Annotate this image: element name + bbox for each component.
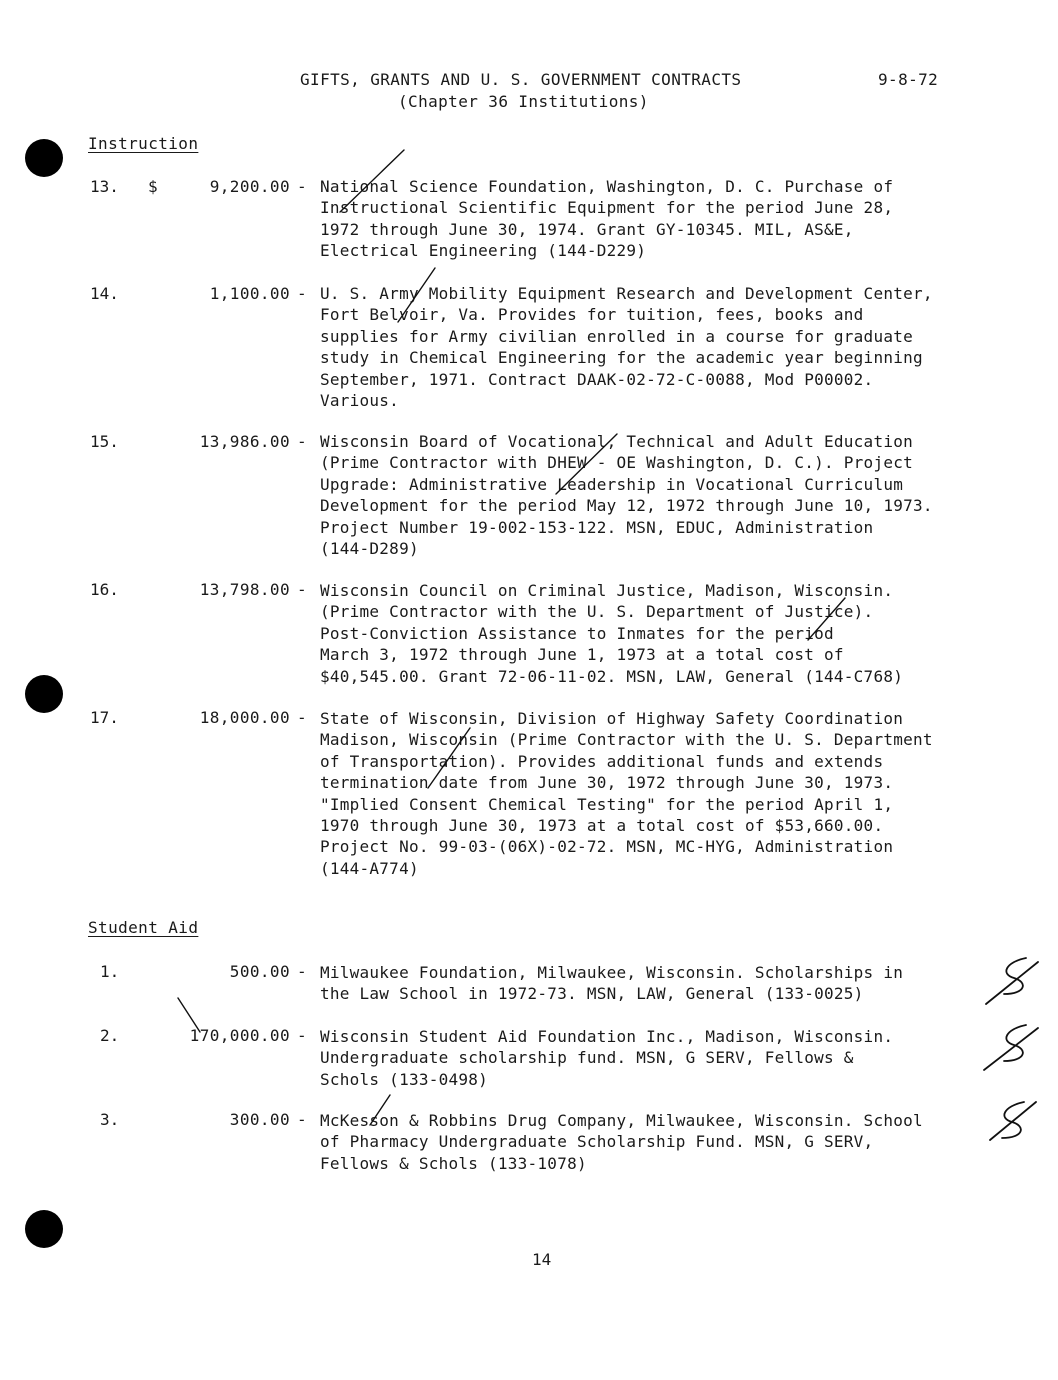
entry-amount: 1,100.00 <box>209 284 290 303</box>
entry-amount: 300.00 <box>229 1110 290 1129</box>
entry-number: 16. <box>90 580 119 599</box>
entry-dash: - <box>297 284 307 303</box>
section-heading-instruction: Instruction <box>88 134 199 153</box>
entry-description: U. S. Army Mobility Equipment Research and Development Center, Fort Belvoir, Va. Provides for tuition, fees, books and supplies for Army civilian enrolled in a course for graduate study in Chemical Engineering for the academic year beginning September, 1971. Contract DAAK-02-72-C-0088, Mod P00002. Various. <box>320 284 933 411</box>
entry-currency: $ <box>148 177 158 196</box>
punch-hole-bottom <box>25 1210 63 1248</box>
entry-description: National Science Foundation, Washington, D. C. Purchase of Instructional Scientific Equipment for the period June 28, 1972 through June 30, 1974. Grant GY-10345. MIL, AS&E, Electrical Engineering (144-D229) <box>320 177 894 261</box>
entry-dash: - <box>297 580 307 599</box>
entry-dash: - <box>297 1110 307 1129</box>
entry-description: State of Wisconsin, Division of Highway Safety Coordination Madison, Wisconsin (Prime Contractor with the U. S. Department of Transportation). Provides additional funds and extends termination date from June 30, 1972 through June 30, 1973. "Implied Consent Chemical Testing" for the period April 1, 1970 through June 30, 1973 at a total cost of $53,660.00. Project No. 99-03-(06X)-02-72. MSN, MC-HYG, Administration (144-A774) <box>320 709 933 878</box>
entry-number: 3. <box>100 1110 120 1129</box>
document-subtitle: (Chapter 36 Institutions) <box>398 92 649 111</box>
entry-description: McKesson & Robbins Drug Company, Milwaukee, Wisconsin. School of Pharmacy Undergraduate Scholarship Fund. MSN, G SERV, Fellows & Schols (133-1078) <box>320 1111 923 1173</box>
initial-mark-sa3 <box>990 1102 1036 1140</box>
initial-mark-sa2 <box>984 1025 1038 1070</box>
page-number: 14 <box>532 1250 552 1269</box>
entry-description: Wisconsin Board of Vocational, Technical and Adult Education (Prime Contractor with DHEW - OE Washington, D. C.). Project Upgrade: Administrative Leadership in Vocational Curriculum Development for the period May 12, 1972 through June 10, 1973. Project Number 19-002-153-122. MSN, EDUC, Administration (144-D289) <box>320 432 933 559</box>
entry-amount: 500.00 <box>229 962 290 981</box>
entry-amount: 170,000.00 <box>189 1026 290 1045</box>
entry-dash: - <box>297 177 307 196</box>
entry-dash: - <box>297 962 307 981</box>
entry-number: 1. <box>100 962 120 981</box>
entry-number: 14. <box>90 284 119 303</box>
entry-number: 13. <box>90 177 119 196</box>
entry-description: Wisconsin Student Aid Foundation Inc., Madison, Wisconsin. Undergraduate scholarship fund. MSN, G SERV, Fellows & Schols (133-0498) <box>320 1027 894 1089</box>
entry-amount: 9,200.00 <box>209 177 290 196</box>
entry-dash: - <box>297 432 307 451</box>
entry-dash: - <box>297 708 307 727</box>
entry-amount: 18,000.00 <box>199 708 290 727</box>
entry-number: 2. <box>100 1026 120 1045</box>
entry-amount: 13,798.00 <box>199 580 290 599</box>
entry-description: Milwaukee Foundation, Milwaukee, Wisconsin. Scholarships in the Law School in 1972-73. MSN, LAW, General (133-0025) <box>320 963 904 1004</box>
entry-number: 17. <box>90 708 119 727</box>
punch-hole-top <box>25 139 63 177</box>
document-title: GIFTS, GRANTS AND U. S. GOVERNMENT CONTRACTS <box>300 70 742 89</box>
entry-description: Wisconsin Council on Criminal Justice, Madison, Wisconsin. (Prime Contractor with the U. S. Department of Justice). Post-Conviction Assistance to Inmates for the period March 3, 1972 through June 1, 1973 at a total cost of $40,545.00. Grant 72-06-11-02. MSN, LAW, General (144-C768) <box>320 581 904 686</box>
initial-mark-sa1 <box>986 958 1038 1004</box>
section-heading-student-aid: Student Aid <box>88 918 199 937</box>
entry-number: 15. <box>90 432 119 451</box>
entry-dash: - <box>297 1026 307 1045</box>
punch-hole-middle <box>25 675 63 713</box>
document-date: 9-8-72 <box>878 70 939 89</box>
entry-amount: 13,986.00 <box>199 432 290 451</box>
